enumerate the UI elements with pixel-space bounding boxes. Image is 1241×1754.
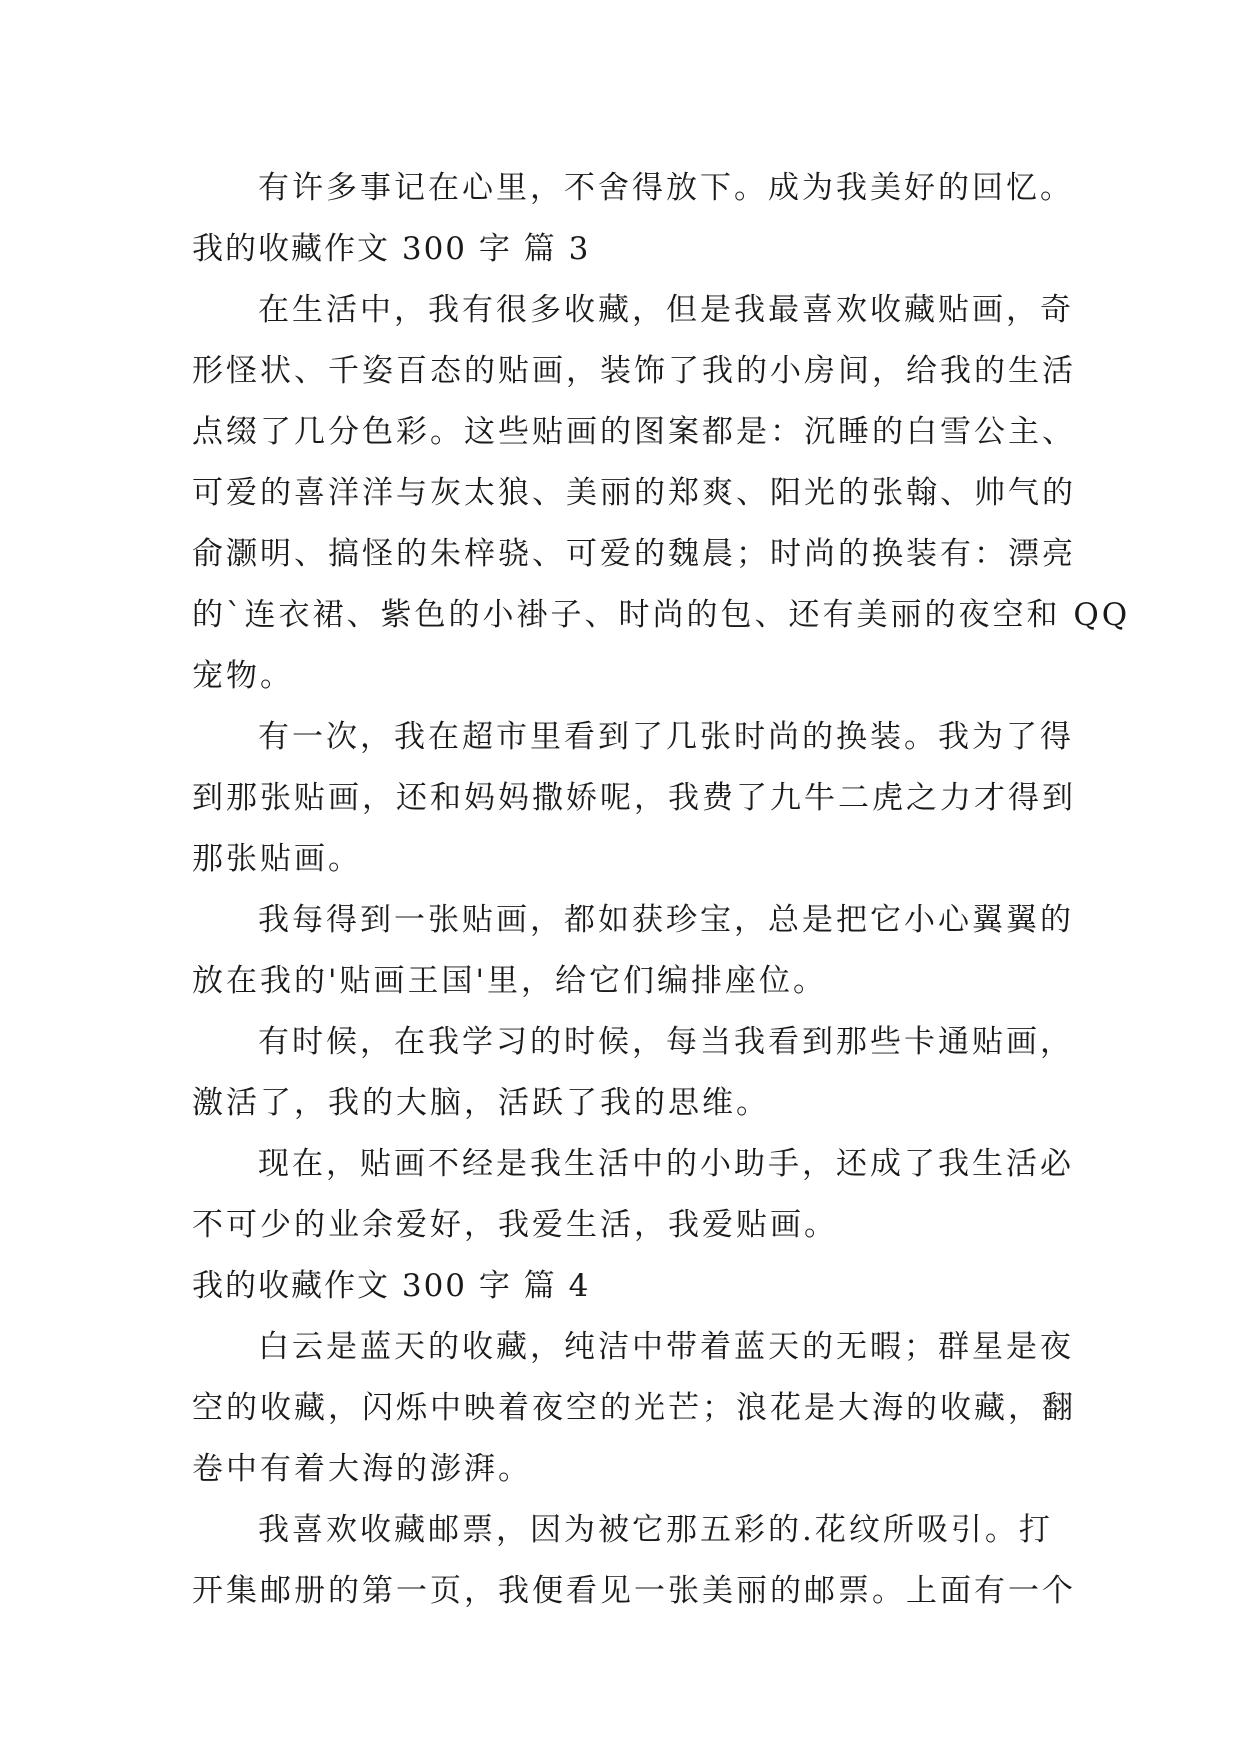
paragraph-line: 激活了，我的大脑，活跃了我的思维。 — [192, 1085, 770, 1121]
paragraph-line: 不可少的业余爱好，我爱生活，我爱贴画。 — [192, 1207, 838, 1243]
paragraph-line: 有时候，在我学习的时候，每当我看到那些卡通贴画， — [258, 1024, 1074, 1060]
paragraph-line: 开集邮册的第一页，我便看见一张美丽的邮票。上面有一个 — [192, 1573, 1076, 1609]
paragraph-line: 那张贴画。 — [192, 841, 362, 877]
paragraph-line: 的`连衣裙、紫色的小褂子、时尚的包、还有美丽的夜空和 QQ — [192, 597, 1131, 633]
section-heading: 我的收藏作文 300 字 篇 4 — [192, 1268, 591, 1304]
paragraph-line: 在生活中，我有很多收藏，但是我最喜欢收藏贴画，奇 — [258, 292, 1074, 328]
paragraph-line: 有一次，我在超市里看到了几张时尚的换装。我为了得 — [258, 719, 1074, 755]
paragraph-line: 空的收藏，闪烁中映着夜空的光芒；浪花是大海的收藏，翻 — [192, 1390, 1076, 1426]
paragraph-line: 我每得到一张贴画，都如获珍宝，总是把它小心翼翼的 — [258, 902, 1074, 938]
paragraph-line: 白云是蓝天的收藏，纯洁中带着蓝天的无暇；群星是夜 — [258, 1329, 1074, 1365]
paragraph-line: 形怪状、千姿百态的贴画，装饰了我的小房间，给我的生活 — [192, 353, 1076, 389]
paragraph-line: 可爱的喜洋洋与灰太狼、美丽的郑爽、阳光的张翰、帅气的 — [192, 475, 1076, 511]
section-heading: 我的收藏作文 300 字 篇 3 — [192, 231, 591, 267]
paragraph-line: 宠物。 — [192, 658, 294, 694]
document-body — [192, 158, 1131, 1622]
paragraph-line: 有许多事记在心里，不舍得放下。成为我美好的回忆。 — [258, 170, 1074, 206]
paragraph-line: 点缀了几分色彩。这些贴画的图案都是：沉睡的白雪公主、 — [192, 414, 1076, 450]
paragraph-line: 卷中有着大海的澎湃。 — [192, 1451, 532, 1487]
paragraph-line: 我喜欢收藏邮票，因为被它那五彩的.花纹所吸引。打 — [258, 1512, 1053, 1548]
paragraph-line: 现在，贴画不经是我生活中的小助手，还成了我生活必 — [258, 1146, 1074, 1182]
paragraph-line: 俞灏明、搞怪的朱梓骁、可爱的魏晨；时尚的换装有：漂亮 — [192, 536, 1076, 572]
paragraph-line: 到那张贴画，还和妈妈撒娇呢，我费了九牛二虎之力才得到 — [192, 780, 1076, 816]
paragraph-line: 放在我的'贴画王国'里，给它们编排座位。 — [192, 963, 828, 999]
